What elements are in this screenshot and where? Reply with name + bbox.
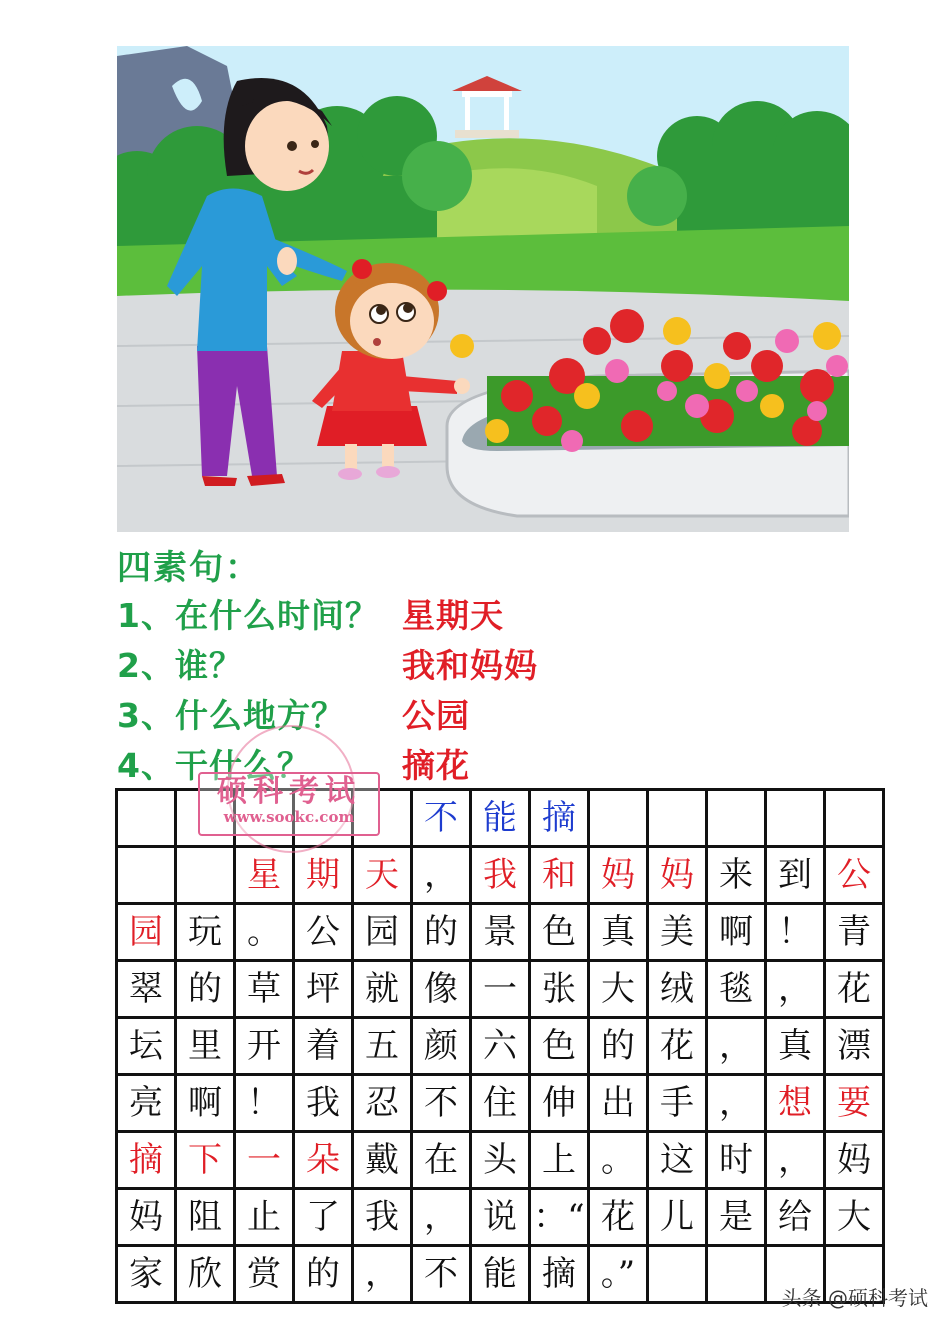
grid-cell: 这 <box>648 1132 707 1189</box>
grid-cell: 毯 <box>707 961 766 1018</box>
park-illustration <box>117 46 849 532</box>
grid-cell: 不 <box>412 790 471 847</box>
grid-cell: 摘 <box>117 1132 176 1189</box>
grid-cell: 一 <box>471 961 530 1018</box>
grid-cell: 到 <box>766 847 825 904</box>
grid-cell: 阻 <box>176 1189 235 1246</box>
grid-cell: 家 <box>117 1246 176 1303</box>
grid-cell <box>766 790 825 847</box>
grid-cell <box>176 847 235 904</box>
grid-cell: 玩 <box>176 904 235 961</box>
grid-cell: 妈 <box>825 1132 884 1189</box>
grid-cell: 翠 <box>117 961 176 1018</box>
watermark-title: 硕科考试 <box>217 774 361 809</box>
grid-cell: 开 <box>235 1018 294 1075</box>
grid-cell: 了 <box>294 1189 353 1246</box>
grid-cell: 六 <box>471 1018 530 1075</box>
grid-cell <box>648 790 707 847</box>
grid-cell: 。” <box>589 1246 648 1303</box>
grid-cell: 里 <box>176 1018 235 1075</box>
grid-cell: 亮 <box>117 1075 176 1132</box>
grid-cell: 大 <box>825 1189 884 1246</box>
grid-cell: 说 <box>471 1189 530 1246</box>
grid-cell: 我 <box>471 847 530 904</box>
grid-cell: 是 <box>707 1189 766 1246</box>
grid-cell <box>648 1246 707 1303</box>
grid-cell: ， <box>353 1246 412 1303</box>
grid-cell: 花 <box>648 1018 707 1075</box>
grid-cell: 不 <box>412 1246 471 1303</box>
grid-cell: 公 <box>294 904 353 961</box>
answer-text: 星期天 <box>402 596 504 635</box>
grid-cell: 着 <box>294 1018 353 1075</box>
question-text: 2、谁？ <box>117 646 243 685</box>
grid-cell: 上 <box>530 1132 589 1189</box>
grid-cell: 花 <box>589 1189 648 1246</box>
grid-cell: ， <box>707 1018 766 1075</box>
grid-row <box>117 961 884 1018</box>
question-text: 1、在什么时间？ <box>117 596 379 635</box>
grid-cell: ， <box>766 1132 825 1189</box>
grid-cell: 期 <box>294 847 353 904</box>
grid-cell: 张 <box>530 961 589 1018</box>
grid-cell: 赏 <box>235 1246 294 1303</box>
grid-cell: 时 <box>707 1132 766 1189</box>
grid-cell: 景 <box>471 904 530 961</box>
grid-cell: 星 <box>235 847 294 904</box>
watermark-logo <box>198 772 380 836</box>
grid-cell: 就 <box>353 961 412 1018</box>
grid-cell: 下 <box>176 1132 235 1189</box>
grid-cell: ， <box>766 961 825 1018</box>
answer-text: 我和妈妈 <box>402 646 538 685</box>
grid-cell: 的 <box>176 961 235 1018</box>
grid-cell: ， <box>707 1075 766 1132</box>
grid-cell: 止 <box>235 1189 294 1246</box>
grid-cell: 能 <box>471 790 530 847</box>
grid-row <box>117 1018 884 1075</box>
grid-cell: 美 <box>648 904 707 961</box>
four-elements-heading: 四素句： <box>117 548 261 588</box>
grid-cell: 一 <box>235 1132 294 1189</box>
grid-cell: 坛 <box>117 1018 176 1075</box>
grid-cell: 摘 <box>530 790 589 847</box>
grid-cell: 啊 <box>707 904 766 961</box>
question-text: 3、什么地方？ <box>117 696 345 735</box>
grid-cell <box>117 847 176 904</box>
writing-grid <box>115 788 885 1304</box>
grid-cell: 像 <box>412 961 471 1018</box>
grid-cell: 园 <box>353 904 412 961</box>
grid-cell: 手 <box>648 1075 707 1132</box>
grid-cell: 忍 <box>353 1075 412 1132</box>
grid-cell: 妈 <box>648 847 707 904</box>
grid-cell: 真 <box>766 1018 825 1075</box>
grid-row <box>117 847 884 904</box>
grid-cell: 天 <box>353 847 412 904</box>
grid-cell: 色 <box>530 904 589 961</box>
grid-cell <box>825 790 884 847</box>
grid-cell: 。 <box>235 904 294 961</box>
grid-cell: 我 <box>294 1075 353 1132</box>
grid-cell: 的 <box>294 1246 353 1303</box>
grid-cell: 摘 <box>530 1246 589 1303</box>
grid-cell: 我 <box>353 1189 412 1246</box>
grid-cell: 和 <box>530 847 589 904</box>
question-text: 4、干什么？ <box>117 746 311 785</box>
grid-cell: 妈 <box>589 847 648 904</box>
grid-cell: 出 <box>589 1075 648 1132</box>
grid-cell: 色 <box>530 1018 589 1075</box>
grid-cell: 坪 <box>294 961 353 1018</box>
answer-text: 摘花 <box>402 746 470 785</box>
grid-cell: 给 <box>766 1189 825 1246</box>
grid-cell: ， <box>412 1189 471 1246</box>
answer-text: 公园 <box>402 696 470 735</box>
grid-cell: 。 <box>589 1132 648 1189</box>
grid-cell: 头 <box>471 1132 530 1189</box>
grid-cell <box>589 790 648 847</box>
grid-cell: 五 <box>353 1018 412 1075</box>
grid-cell <box>117 790 176 847</box>
grid-cell: ：“ <box>530 1189 589 1246</box>
grid-cell: 颜 <box>412 1018 471 1075</box>
grid-cell: 欣 <box>176 1246 235 1303</box>
grid-cell: 来 <box>707 847 766 904</box>
grid-cell: 不 <box>412 1075 471 1132</box>
grid-cell: 要 <box>825 1075 884 1132</box>
grid-row <box>117 1246 884 1303</box>
footer-credit: 头条 @硕科考试 <box>781 1286 928 1310</box>
grid-cell: 草 <box>235 961 294 1018</box>
grid-cell: 的 <box>412 904 471 961</box>
grid-cell: ！ <box>766 904 825 961</box>
watermark-url: www.sookc.com <box>223 808 355 826</box>
grid-cell: 绒 <box>648 961 707 1018</box>
grid-cell: 真 <box>589 904 648 961</box>
grid-cell: 伸 <box>530 1075 589 1132</box>
grid-row <box>117 1189 884 1246</box>
grid-cell: 啊 <box>176 1075 235 1132</box>
grid-cell: 儿 <box>648 1189 707 1246</box>
grid-cell: 想 <box>766 1075 825 1132</box>
grid-row <box>117 904 884 961</box>
grid-cell: 漂 <box>825 1018 884 1075</box>
grid-cell: 园 <box>117 904 176 961</box>
grid-cell: 住 <box>471 1075 530 1132</box>
grid-cell: 在 <box>412 1132 471 1189</box>
grid-row <box>117 1075 884 1132</box>
grid-cell: 朵 <box>294 1132 353 1189</box>
grid-cell: 妈 <box>117 1189 176 1246</box>
grid-cell: 花 <box>825 961 884 1018</box>
grid-row <box>117 1132 884 1189</box>
grid-cell: ， <box>412 847 471 904</box>
grid-cell: 的 <box>589 1018 648 1075</box>
grid-cell <box>707 790 766 847</box>
grid-cell: 大 <box>589 961 648 1018</box>
grid-cell <box>707 1246 766 1303</box>
grid-cell: 戴 <box>353 1132 412 1189</box>
grid-cell: 青 <box>825 904 884 961</box>
grid-cell: 公 <box>825 847 884 904</box>
grid-cell: 能 <box>471 1246 530 1303</box>
grid-cell: ！ <box>235 1075 294 1132</box>
